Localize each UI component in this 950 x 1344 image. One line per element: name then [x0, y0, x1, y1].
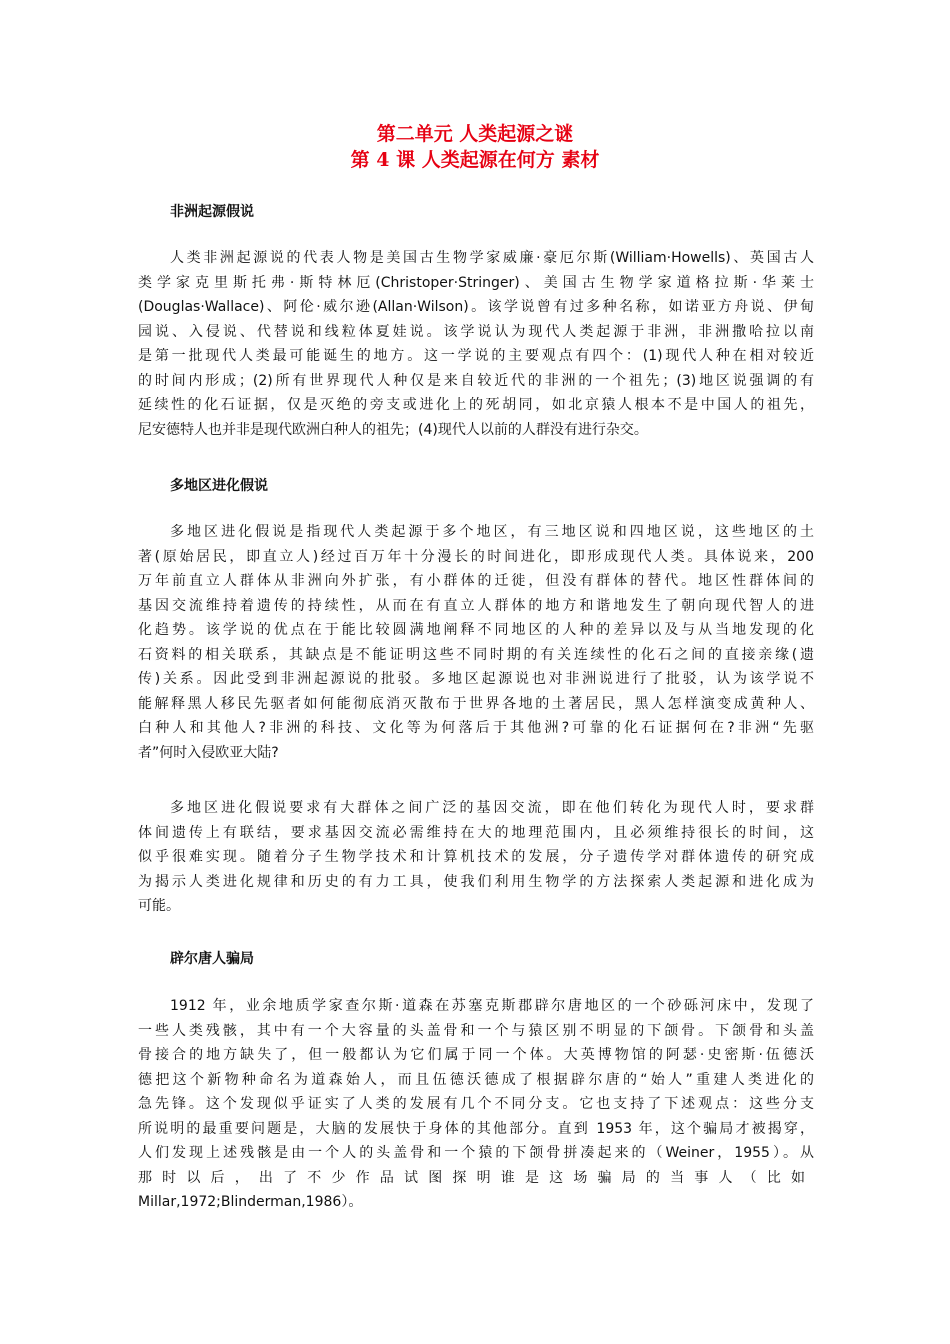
- paragraph-line: 是第一批现代人类最可能诞生的地方。这一学说的主要观点有四个：(1)现代人种在相对较近: [138, 348, 814, 364]
- paragraph-line: 化趋势。该学说的优点在于能比较圆满地阐释不同地区的人种的差异以及与从当地发现的化: [138, 622, 814, 638]
- paragraph-line: 能解释黑人移民先驱者如何能彻底消灭散布于世界各地的土著居民，黑人怎样演变成黄种人、: [138, 695, 814, 712]
- paragraph-line: 所说明的最重要问题是，大脑的发展快于身体的其他部分。直到 1953 年，这个骗局才被揭穿，: [138, 1120, 814, 1137]
- paragraph-line: 类学家克里斯托弗·斯特林厄(Christoper·Stringer)、美国古生物学家道格拉斯·华莱士: [138, 274, 814, 291]
- paragraph-line: 白种人和其他人?非洲的科技、文化等为何落后于其他洲?可靠的化石证据何在?非洲“先驱: [138, 720, 814, 736]
- paragraph-line: 似乎很难实现。随着分子生物学技术和计算机技术的发展，分子遗传学对群体遗传的研究成: [138, 849, 814, 865]
- paragraph-line: Millar,1972;Blinderman,1986）。: [138, 1194, 363, 1210]
- paragraph-line: 多地区进化假说要求有大群体之间广泛的基因交流，即在他们转化为现代人时，要求群: [170, 800, 814, 816]
- paragraph-line: 人们发现上述残骸是由一个人的头盖骨和一个猿的下颌骨拼凑起来的（Weiner，1955）。从: [138, 1145, 814, 1161]
- paragraph: [138, 994, 814, 1215]
- paragraph: [138, 796, 814, 919]
- paragraph-line: 著(原始居民，即直立人)经过百万年十分漫长的时间进化，即形成现代人类。具体说来，200: [138, 548, 814, 565]
- document-subtitle: 第 4 课 人类起源在何方 素材: [350, 149, 600, 171]
- paragraph-line: 急先锋。这个发现似乎证实了人类的发展有几个不同分支。它也支持了下述观点：这些分支: [138, 1096, 814, 1112]
- paragraph-line: 体间遗传上有联结，要求基因交流必需维持在大的地理范围内，且必须维持很长的时间，这: [138, 824, 814, 841]
- paragraph-line: 人类非洲起源说的代表人物是美国古生物学家威廉·豪厄尔斯(William·Howells)、英国古人: [170, 250, 814, 266]
- paragraph-line: 尼安德特人也并非是现代欧洲白种人的祖先；(4)现代人以前的人群没有进行杂交。: [138, 421, 648, 438]
- paragraph-line: 那时以后，出了不少作品试图探明谁是这场骗局的当事人（比如: [138, 1169, 814, 1186]
- paragraph-line: 一些人类残骸，其中有一个大容量的头盖骨和一个与猿区别不明显的下颌骨。下颌骨和头盖: [138, 1022, 814, 1039]
- paragraph-line: 园说、入侵说、代替说和线粒体夏娃说。该学说认为现代人类起源于非洲，非洲撒哈拉以南: [138, 323, 814, 340]
- section-heading: 非洲起源假说: [170, 204, 254, 220]
- paragraph-line: 多地区进化假说是指现代人类起源于多个地区，有三地区说和四地区说，这些地区的土: [170, 524, 814, 540]
- paragraph-line: 基因交流维持着遗传的持续性，从而在有直立人群体的地方和谐地发生了朝向现代智人的进: [138, 597, 814, 614]
- paragraph-line: 石资料的相关联系，其缺点是不能证明这些不同时期的有关连续性的化石之间的直接亲缘(遗: [138, 646, 814, 663]
- paragraph-line: 延续性的化石证据，仅是灭绝的旁支或进化上的死胡同，如北京猿人根本不是中国人的祖先，: [138, 397, 814, 413]
- paragraph-line: 传)关系。因此受到非洲起源说的批驳。多地区起源说也对非洲说进行了批驳，认为该学说不: [138, 671, 814, 687]
- document-title: 第二单元 人类起源之谜: [376, 123, 574, 145]
- paragraph: [138, 520, 814, 765]
- paragraph-line: 可能。: [138, 898, 180, 914]
- paragraph-line: 的时间内形成；(2)所有世界现代人种仅是来自较近代的非洲的一个祖先；(3)地区说强调的有: [138, 372, 814, 389]
- paragraph-line: 德把这个新物种命名为道森始人，而且伍德沃德成了根据辟尔唐的“始人”重建人类进化的: [138, 1071, 814, 1088]
- section-heading: 多地区进化假说: [170, 478, 268, 494]
- section-heading: 辟尔唐人骗局: [170, 951, 254, 967]
- paragraph-line: 万年前直立人群体从非洲向外扩张，有小群体的迁徙，但没有群体的替代。地区性群体间的: [138, 573, 814, 589]
- paragraph-line: 骨接合的地方缺失了，但一般都认为它们属于同一个体。大英博物馆的阿瑟·史密斯·伍德沃: [138, 1047, 814, 1063]
- paragraph-line: (Douglas·Wallace)、阿伦·威尔逊(Allan·Wilson)。该学说曾有过多种名称，如诺亚方舟说、伊甸: [138, 299, 814, 315]
- paragraph-line: 1912 年，业余地质学家查尔斯·道森在苏塞克斯郡辟尔唐地区的一个砂砾河床中，发现了: [170, 998, 814, 1014]
- paragraph-line: 为揭示人类进化规律和历史的有力工具，使我们利用生物学的方法探索人类起源和进化成为: [138, 873, 814, 890]
- paragraph-line: 者”何时入侵欧亚大陆?: [138, 744, 279, 761]
- paragraph: [138, 246, 814, 442]
